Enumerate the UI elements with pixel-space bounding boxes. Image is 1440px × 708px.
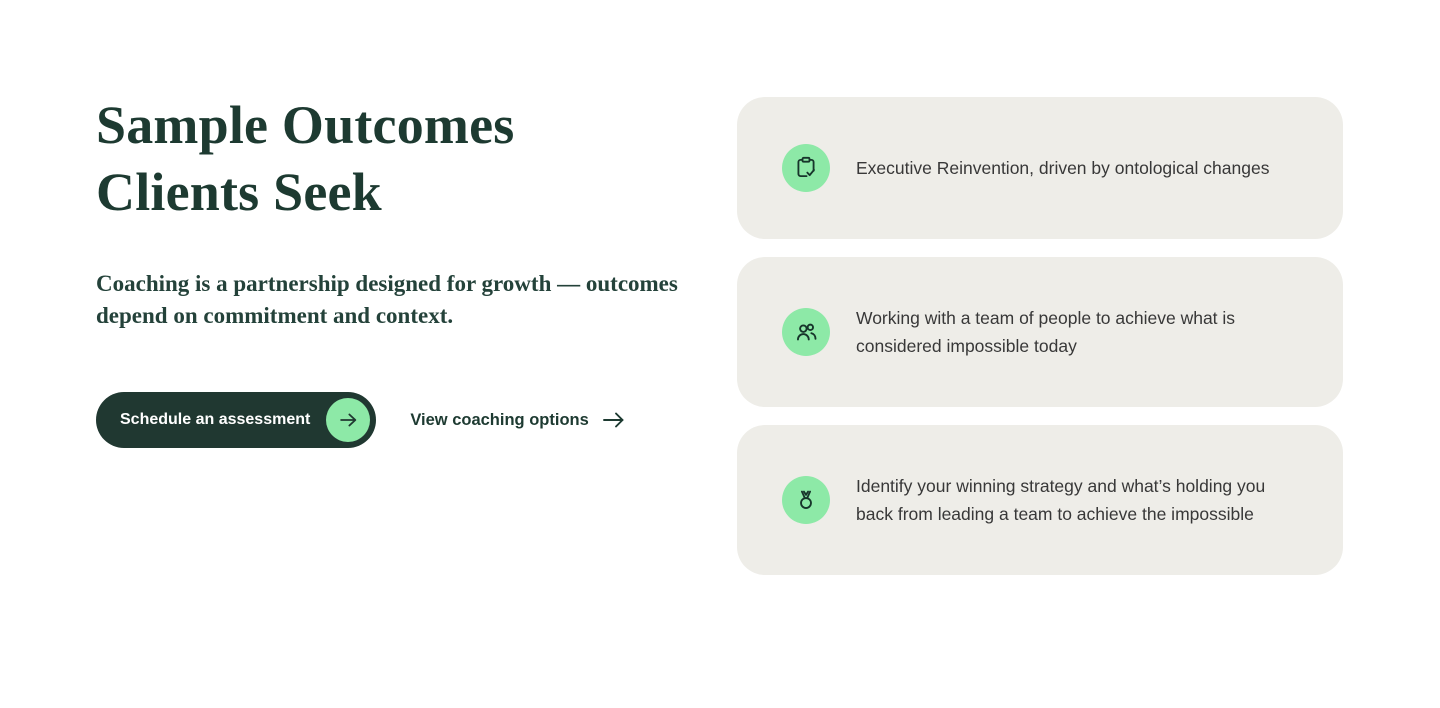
outcome-card bbox=[737, 97, 1343, 239]
clipboard-check-icon bbox=[782, 144, 830, 192]
arrow-right-icon bbox=[326, 398, 370, 442]
schedule-assessment-button[interactable] bbox=[96, 392, 376, 448]
view-coaching-options-link[interactable] bbox=[410, 410, 625, 430]
outcome-card-text: Executive Reinvention, driven by ontological changes bbox=[856, 158, 1270, 178]
medal-icon bbox=[782, 476, 830, 524]
users-icon bbox=[782, 308, 830, 356]
outcome-card bbox=[737, 257, 1343, 407]
arrow-right-icon bbox=[601, 410, 626, 430]
outcome-card bbox=[737, 425, 1343, 575]
outcome-cards-list bbox=[737, 97, 1343, 575]
page-title: Sample Outcomes Clients Seek bbox=[96, 95, 515, 222]
outcome-card-text: Working with a team of people to achieve what is considered impossible today bbox=[856, 308, 1236, 356]
hero-left-column bbox=[96, 92, 716, 429]
outcome-card-text: Identify your winning strategy and what’s holding you back from leading a team to achieve the impossible bbox=[856, 476, 1266, 524]
cta-row bbox=[96, 392, 626, 448]
schedule-assessment-label: Schedule an assessment bbox=[120, 411, 311, 428]
view-coaching-options-label: View coaching options bbox=[410, 410, 589, 429]
hero-subtitle: Coaching is a partnership designed for growth — outcomes depend on commitment and context. bbox=[96, 271, 678, 328]
